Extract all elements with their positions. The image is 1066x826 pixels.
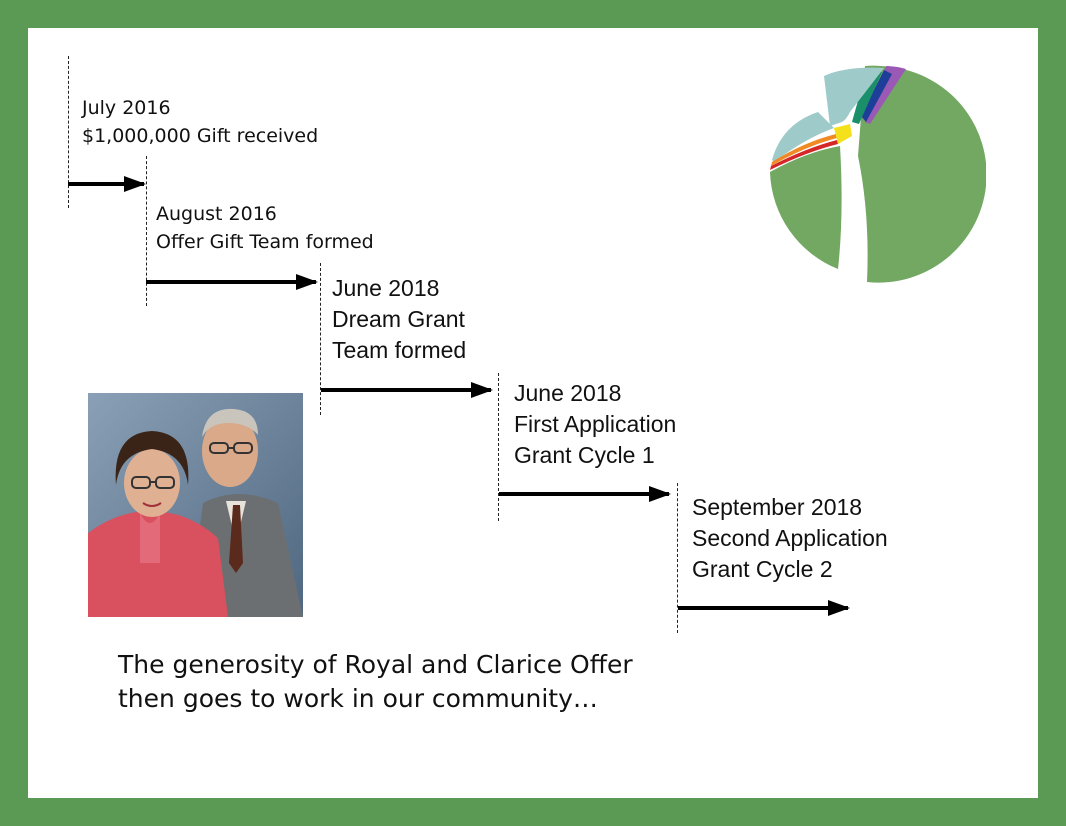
timeline-label-5 [692,492,888,585]
timeline-event-5b: Grant Cycle 2 [692,556,833,582]
timeline-event-3b: Team formed [332,337,467,363]
pie-graphic [766,64,986,284]
timeline-date-4: June 2018 [514,380,622,406]
timeline-event-2: Offer Gift Team formed [156,231,374,253]
timeline-date-2: August 2016 [156,203,277,225]
couple-photo [88,393,303,617]
timeline-date-1: July 2016 [82,97,171,119]
timeline-event-4a: First Application [514,411,677,437]
timeline-label-4 [514,378,676,471]
caption [118,648,633,716]
timeline-event-4b: Grant Cycle 1 [514,442,655,468]
timeline-marker-3 [320,263,321,415]
timeline-event-1: $1,000,000 Gift received [82,125,319,147]
couple-photo-art [88,393,303,617]
slide [28,28,1038,798]
timeline-arrow-4 [499,492,669,496]
timeline-date-5: September 2018 [692,494,863,520]
timeline-label-1 [82,94,318,150]
timeline-marker-4 [498,373,499,521]
timeline-event-3a: Dream Grant [332,306,465,332]
timeline-event-5a: Second Application [692,525,888,551]
timeline-date-3: June 2018 [332,275,440,301]
timeline-marker-5 [677,483,678,633]
timeline-arrow-2 [146,280,316,284]
timeline-arrow-1 [68,182,144,186]
timeline-arrow-3 [321,388,491,392]
timeline-label-3 [332,273,466,366]
caption-line-1: The generosity of Royal and Clarice Offer [118,650,633,679]
timeline-arrow-5 [678,606,848,610]
caption-line-2: then goes to work in our community… [118,684,598,713]
timeline-label-2 [156,200,374,256]
